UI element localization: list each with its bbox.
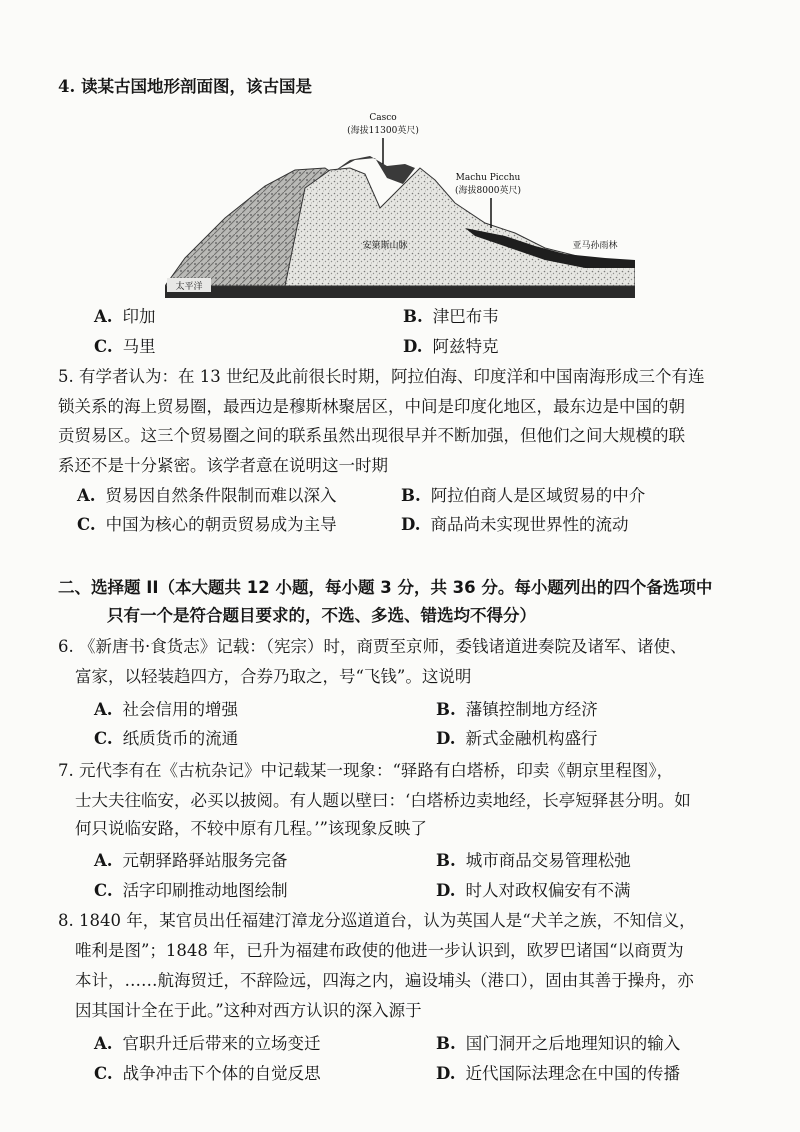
q8-option-b[interactable]: B. 国门洞开之后地理知识的输入 — [436, 1034, 681, 1053]
q7-line-3: 何只说临安路，不较中原有几程。’”该现象反映了 — [75, 819, 427, 838]
q7-option-d[interactable]: D. 时人对政权偏安有不满 — [436, 881, 631, 900]
mountain-label: 安第斯山脉 — [362, 241, 408, 251]
casco-name: Casco — [369, 113, 397, 123]
terrain-profile-svg — [165, 108, 635, 300]
forest-label: 亚马孙雨林 — [572, 241, 618, 251]
machu-elevation: (海拔8000英尺) — [455, 186, 521, 196]
q5-option-c[interactable]: C. 中国为核心的朝贡贸易成为主导 — [77, 515, 337, 534]
q5-line-1: 5. 有学者认为：在 13 世纪及此前很长时期，阿拉伯海、印度洋和中国南海形成三个有连 — [58, 367, 705, 386]
ocean-label: 太平洋 — [175, 282, 203, 292]
casco-elevation: (海拔11300英尺) — [347, 126, 419, 136]
section-2-header-cont: 只有一个是符合题目要求的，不选、多选、错选均不得分） — [107, 606, 536, 625]
q8-line-4: 因其国计全在于此。”这种对西方认识的深入源于 — [75, 1001, 422, 1020]
q5-line-4: 系还不是十分紧密。该学者意在说明这一时期 — [58, 456, 388, 475]
q7-line-1: 7. 元代李有在《古杭杂记》中记载某一现象：“驿路有白塔桥，印卖《朝京里程图》， — [58, 761, 674, 780]
q6-line-1: 6. 《新唐书·食货志》记载：（宪宗）时，商贾至京师，委钱诸道进奏院及诸军、诸使、 — [58, 637, 687, 656]
q8-option-a[interactable]: A. 官职升迁后带来的立场变迁 — [94, 1034, 321, 1053]
q7-line-2: 士大夫往临安，必买以披阅。有人题以壁曰：‘白塔桥边卖地经，长亭短驿甚分明。如 — [75, 791, 691, 810]
q4-stem: 4. 读某古国地形剖面图，该古国是 — [58, 77, 312, 96]
q8-line-3: 本计，……航海贸迁，不辞险远，四海之内，遍设埔头（港口），固由其善于操舟，亦 — [75, 971, 694, 990]
q6-option-d[interactable]: D. 新式金融机构盛行 — [436, 729, 598, 748]
q5-line-2: 锁关系的海上贸易圈，最西边是穆斯林聚居区，中间是印度化地区，最东边是中国的朝 — [58, 397, 685, 416]
profile-base — [165, 286, 635, 298]
terrain-profile-figure — [165, 108, 635, 300]
q4-option-c[interactable]: C. 马里 — [94, 337, 156, 356]
q8-line-1: 8. 1840 年，某官员出任福建汀漳龙分巡道道台，认为英国人是“犬羊之族，不知信义， — [58, 911, 696, 930]
machu-name: Machu Picchu — [455, 173, 521, 183]
q6-option-b[interactable]: B. 藩镇控制地方经济 — [436, 700, 598, 719]
q4-option-b[interactable]: B. 津巴布韦 — [403, 307, 499, 326]
section-2-header: 二、选择题 II（本大题共 12 小题，每小题 3 分，共 36 分。每小题列出的四个备选项中 — [58, 578, 713, 597]
q7-option-b[interactable]: B. 城市商品交易管理松弛 — [436, 851, 631, 870]
q5-option-a[interactable]: A. 贸易因自然条件限制而难以深入 — [77, 486, 337, 505]
q5-line-3: 贡贸易区。这三个贸易圈之间的联系虽然出现很早并不断加强，但他们之间大规模的联 — [58, 426, 685, 445]
q8-option-d[interactable]: D. 近代国际法理念在中国的传播 — [436, 1064, 680, 1083]
q7-option-a[interactable]: A. 元朝驿路驿站服务完备 — [94, 851, 288, 870]
q5-option-d[interactable]: D. 商品尚未实现世界性的流动 — [401, 515, 629, 534]
q6-option-c[interactable]: C. 纸质货币的流通 — [94, 729, 239, 748]
q7-option-c[interactable]: C. 活字印刷推动地图绘制 — [94, 881, 288, 900]
q6-line-2: 富家，以轻装趋四方，合券乃取之，号“飞钱”。这说明 — [75, 667, 472, 686]
q6-option-a[interactable]: A. 社会信用的增强 — [94, 700, 239, 719]
q4-option-a[interactable]: A. 印加 — [94, 307, 156, 326]
q5-option-b[interactable]: B. 阿拉伯商人是区域贸易的中介 — [401, 486, 646, 505]
q4-option-d[interactable]: D. 阿兹特克 — [403, 337, 499, 356]
q8-option-c[interactable]: C. 战争冲击下个体的自觉反思 — [94, 1064, 321, 1083]
q8-line-2: 唯利是图”；1848 年，已升为福建布政使的他进一步认识到，欧罗巴诸国“以商贾为 — [75, 941, 684, 960]
